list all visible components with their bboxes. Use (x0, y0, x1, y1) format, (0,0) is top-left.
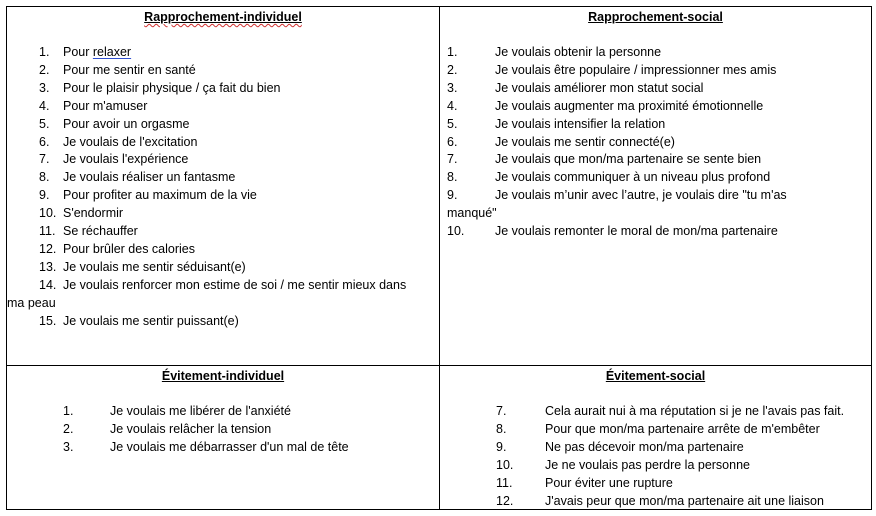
item-text: Je voulais que mon/ma partenaire se sente bien (495, 152, 762, 167)
item-text-continuation: ma peau (7, 295, 56, 310)
list-item (447, 187, 867, 223)
item-text: Ne pas décevoir mon/ma partenaire (545, 439, 744, 454)
item-text: Pour avoir un orgasme (63, 116, 190, 131)
quadrant-title (440, 369, 871, 383)
list-item (447, 116, 867, 134)
item-number: 9. (39, 188, 50, 203)
item-text: Je voulais me débarrasser d'un mal de tête (110, 439, 349, 454)
item-number: 12. (496, 493, 514, 508)
list-item (447, 223, 867, 241)
item-number: 6. (447, 134, 458, 149)
list-item (39, 259, 437, 277)
item-number: 3. (39, 80, 50, 95)
item-number: 2. (39, 62, 50, 77)
item-number: 10. (39, 206, 57, 221)
item-text: Cela aurait nui à ma réputation si je ne l'avais pas fait. (545, 404, 845, 418)
item-text: Je voulais améliorer mon statut social (495, 80, 704, 95)
item-number: 1. (447, 45, 458, 59)
list-item (447, 62, 867, 80)
quadrant-title (7, 369, 439, 383)
item-text: Je voulais l'expérience (63, 152, 189, 167)
item-number: 10. (447, 224, 465, 239)
item-text: Pour m'amuser (63, 98, 148, 113)
item-text: Je voulais relâcher la tension (110, 421, 272, 436)
item-number: 12. (39, 241, 57, 256)
item-text: Je voulais communiquer à un niveau plus profond (495, 170, 771, 185)
list-item (39, 241, 437, 259)
list-item (447, 134, 867, 152)
item-list (63, 403, 433, 457)
item-number: 10. (496, 457, 514, 472)
item-text: Pour me sentir en santé (63, 62, 196, 77)
item-list (7, 44, 437, 331)
list-item (39, 223, 437, 241)
item-number: 7. (39, 152, 50, 167)
list-item (39, 134, 437, 152)
item-text: Je voulais m’unir avec l’autre, je voulais dire "tu m'as (495, 188, 787, 203)
title-text: Évitement-individuel (161, 369, 285, 383)
item-number: 11. (39, 224, 56, 239)
item-text-marked: relaxer (92, 45, 132, 59)
title-text: Rapprochement-individuel (144, 10, 302, 24)
item-number: 4. (447, 98, 458, 113)
quadrant-title (440, 10, 871, 24)
item-text: Je voulais me libérer de l'anxiété (110, 404, 291, 418)
item-text: Je voulais augmenter ma proximité émotionnelle (495, 98, 764, 113)
item-text (39, 44, 437, 62)
item-text: Je voulais de l'excitation (63, 134, 198, 149)
title-text: Rapprochement-social (588, 10, 723, 24)
item-text: S'endormir (63, 206, 124, 221)
item-number: 6. (39, 134, 50, 149)
item-number: 8. (496, 421, 507, 436)
item-number: 14. (39, 277, 57, 292)
list-item (496, 421, 868, 439)
item-text-continuation: manqué" (447, 206, 497, 221)
item-number: 11. (496, 475, 513, 490)
list-item (447, 151, 867, 169)
list-item (496, 457, 868, 475)
item-number: 2. (447, 62, 458, 77)
item-text: Je voulais intensifier la relation (495, 116, 666, 131)
list-item (447, 98, 867, 116)
list-item (7, 277, 437, 313)
item-text: Pour brûler des calories (63, 241, 196, 256)
list-item (496, 439, 868, 457)
list-item (496, 493, 868, 511)
motives-table (6, 6, 872, 510)
item-number: 8. (447, 170, 458, 185)
list-item (447, 80, 867, 98)
item-number: 3. (447, 80, 458, 95)
list-item (496, 475, 868, 493)
list-item (39, 151, 437, 169)
item-text: Je voulais remonter le moral de mon/ma partenaire (495, 224, 778, 239)
item-text: Se réchauffer (63, 224, 138, 239)
item-text: Pour le plaisir physique / ça fait du bien (63, 80, 281, 95)
item-text: J'avais peur que mon/ma partenaire ait une liaison (545, 493, 824, 508)
item-number: 3. (63, 439, 74, 454)
list-item (63, 403, 433, 421)
quadrant-title (7, 10, 439, 24)
quadrant-approach-individual (7, 7, 439, 365)
list-item (447, 44, 867, 62)
quadrant-approach-social (440, 7, 871, 365)
item-list (447, 44, 867, 241)
list-item (39, 205, 437, 223)
item-list (496, 403, 868, 510)
list-item (39, 62, 437, 80)
list-item (39, 313, 437, 331)
list-item (496, 403, 868, 421)
list-item (39, 98, 437, 116)
list-item (39, 187, 437, 205)
item-text: Je voulais obtenir la personne (495, 45, 662, 59)
list-item (39, 80, 437, 98)
item-text: Je ne voulais pas perdre la personne (545, 457, 750, 472)
item-number: 13. (39, 259, 57, 274)
item-text: Je voulais me sentir puissant(e) (63, 313, 239, 328)
list-item (63, 421, 433, 439)
item-number: 1. (63, 404, 74, 418)
item-number: 7. (447, 152, 458, 167)
list-item (39, 116, 437, 134)
item-text: Pour que mon/ma partenaire arrête de m'embêter (545, 421, 820, 436)
item-text: Pour profiter au maximum de la vie (63, 188, 257, 203)
list-item (63, 439, 433, 457)
item-number: 7. (496, 404, 507, 418)
item-number: 2. (63, 421, 74, 436)
item-text: Je voulais me sentir séduisant(e) (63, 259, 246, 274)
item-number: 4. (39, 98, 50, 113)
item-number: 1. (39, 45, 50, 59)
item-number: 9. (496, 439, 507, 454)
item-text: Je voulais être populaire / impressionner mes amis (495, 62, 777, 77)
title-text: Évitement-social (605, 369, 706, 383)
item-text: Je voulais renforcer mon estime de soi / me sentir mieux dans (63, 277, 407, 292)
list-item (447, 169, 867, 187)
item-number: 9. (447, 188, 458, 203)
item-text: Pour éviter une rupture (545, 475, 673, 490)
item-text-pre: Pour (63, 45, 93, 59)
item-number: 8. (39, 170, 50, 185)
item-number: 15. (39, 313, 57, 328)
item-number: 5. (447, 116, 458, 131)
quadrant-avoidance-individual (7, 366, 439, 509)
item-text: Je voulais réaliser un fantasme (63, 170, 236, 185)
item-text: Je voulais me sentir connecté(e) (495, 134, 675, 149)
list-item (39, 44, 437, 62)
quadrant-avoidance-social (440, 366, 871, 509)
item-number: 5. (39, 116, 50, 131)
list-item (39, 169, 437, 187)
